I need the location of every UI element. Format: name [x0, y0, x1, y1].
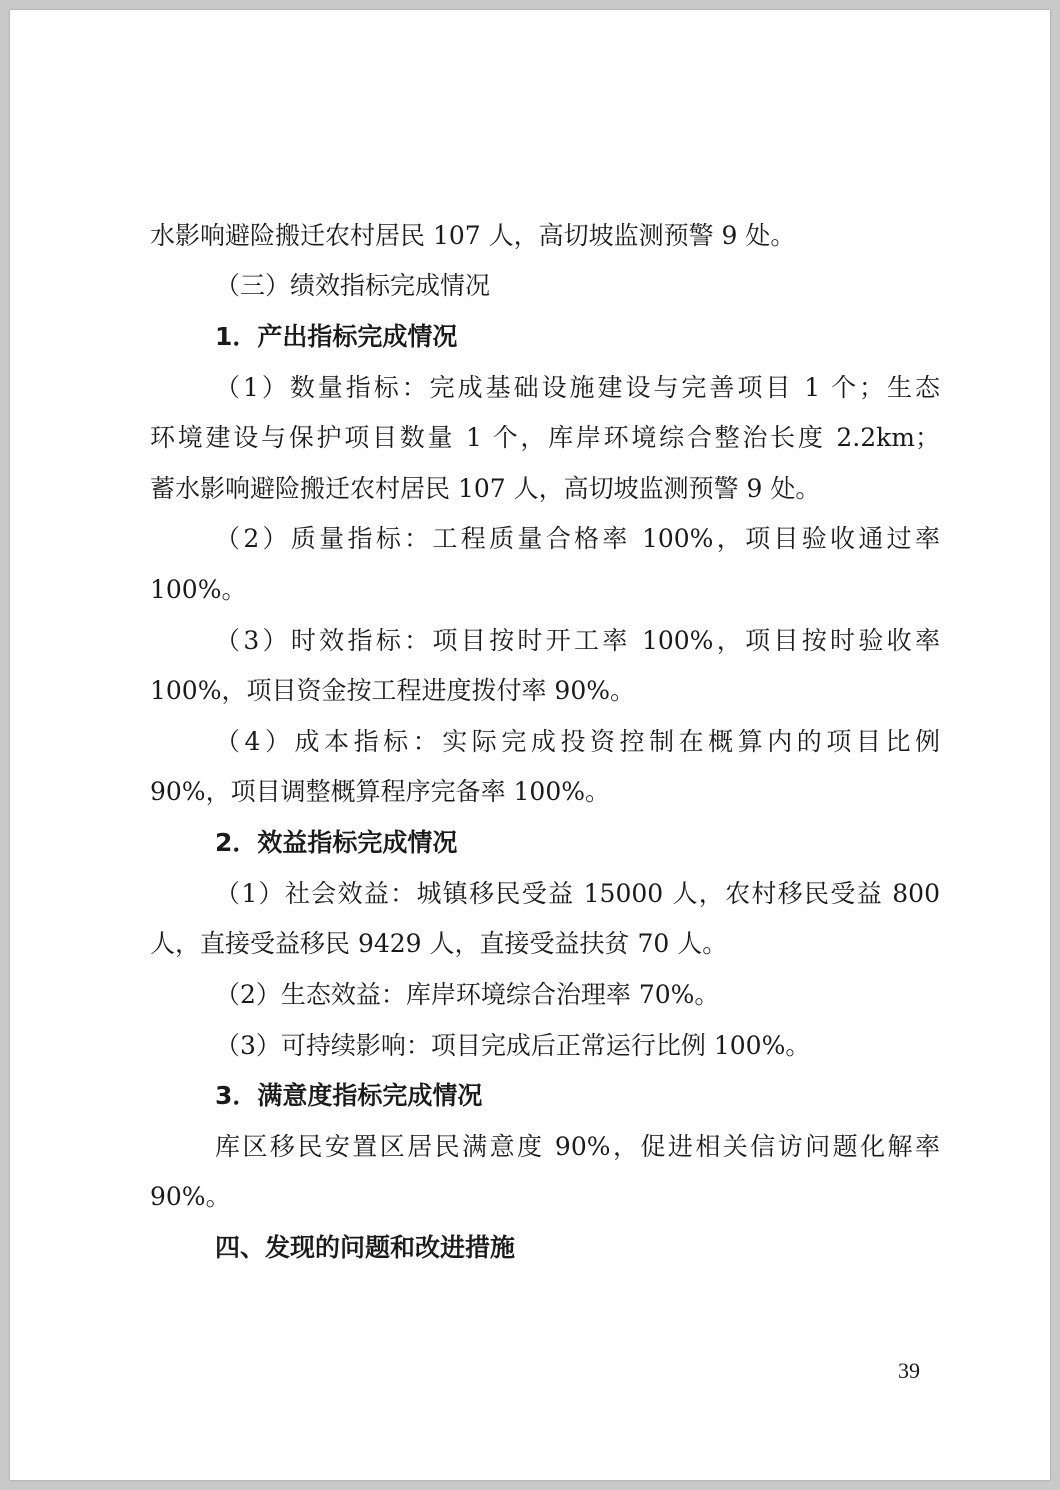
paragraph-line: （2）质量指标：工程质量合格率 100%，项目验收通过率: [215, 524, 940, 553]
page-number: 39: [898, 1358, 920, 1383]
paragraph-line: 人，直接受益移民 9429 人，直接受益扶贫 70 人。: [150, 929, 728, 958]
paragraph-line: （4）成本指标：实际完成投资控制在概算内的项目比例: [215, 727, 940, 756]
subsection-heading: 3．满意度指标完成情况: [215, 1081, 483, 1110]
paragraph-line: 环境建设与保护项目数量 1 个，库岸环境综合整治长度 2.2km；: [150, 423, 940, 452]
subsection-heading: 2．效益指标完成情况: [215, 828, 458, 857]
paragraph-line: 90%，项目调整概算程序完备率 100%。: [150, 777, 610, 806]
document-page: [10, 10, 1050, 1480]
section-heading: （三）绩效指标完成情况: [215, 271, 491, 300]
paragraph-line: 100%，项目资金按工程进度拨付率 90%。: [150, 676, 635, 705]
subsection-heading: 1．产出指标完成情况: [215, 322, 458, 351]
paragraph-line: 库区移民安置区居民满意度 90%，促进相关信访问题化解率: [215, 1132, 940, 1161]
paragraph-line: （3）可持续影响：项目完成后正常运行比例 100%。: [215, 1031, 811, 1060]
paragraph-line: （1）社会效益：城镇移民受益 15000 人，农村移民受益 800: [215, 879, 940, 908]
paragraph-line: 蓄水影响避险搬迁农村居民 107 人，高切坡监测预警 9 处。: [150, 474, 821, 503]
paragraph-line: （2）生态效益：库岸环境综合治理率 70%。: [215, 980, 720, 1009]
paragraph-line: （3）时效指标：项目按时开工率 100%，项目按时验收率: [215, 626, 940, 655]
chapter-heading: 四、发现的问题和改进措施: [215, 1233, 516, 1262]
paragraph-line: （1）数量指标：完成基础设施建设与完善项目 1 个；生态: [215, 373, 940, 402]
paragraph-line: 水影响避险搬迁农村居民 107 人，高切坡监测预警 9 处。: [150, 221, 796, 250]
paragraph-line: 100%。: [150, 575, 247, 604]
paragraph-line: 90%。: [150, 1182, 231, 1211]
